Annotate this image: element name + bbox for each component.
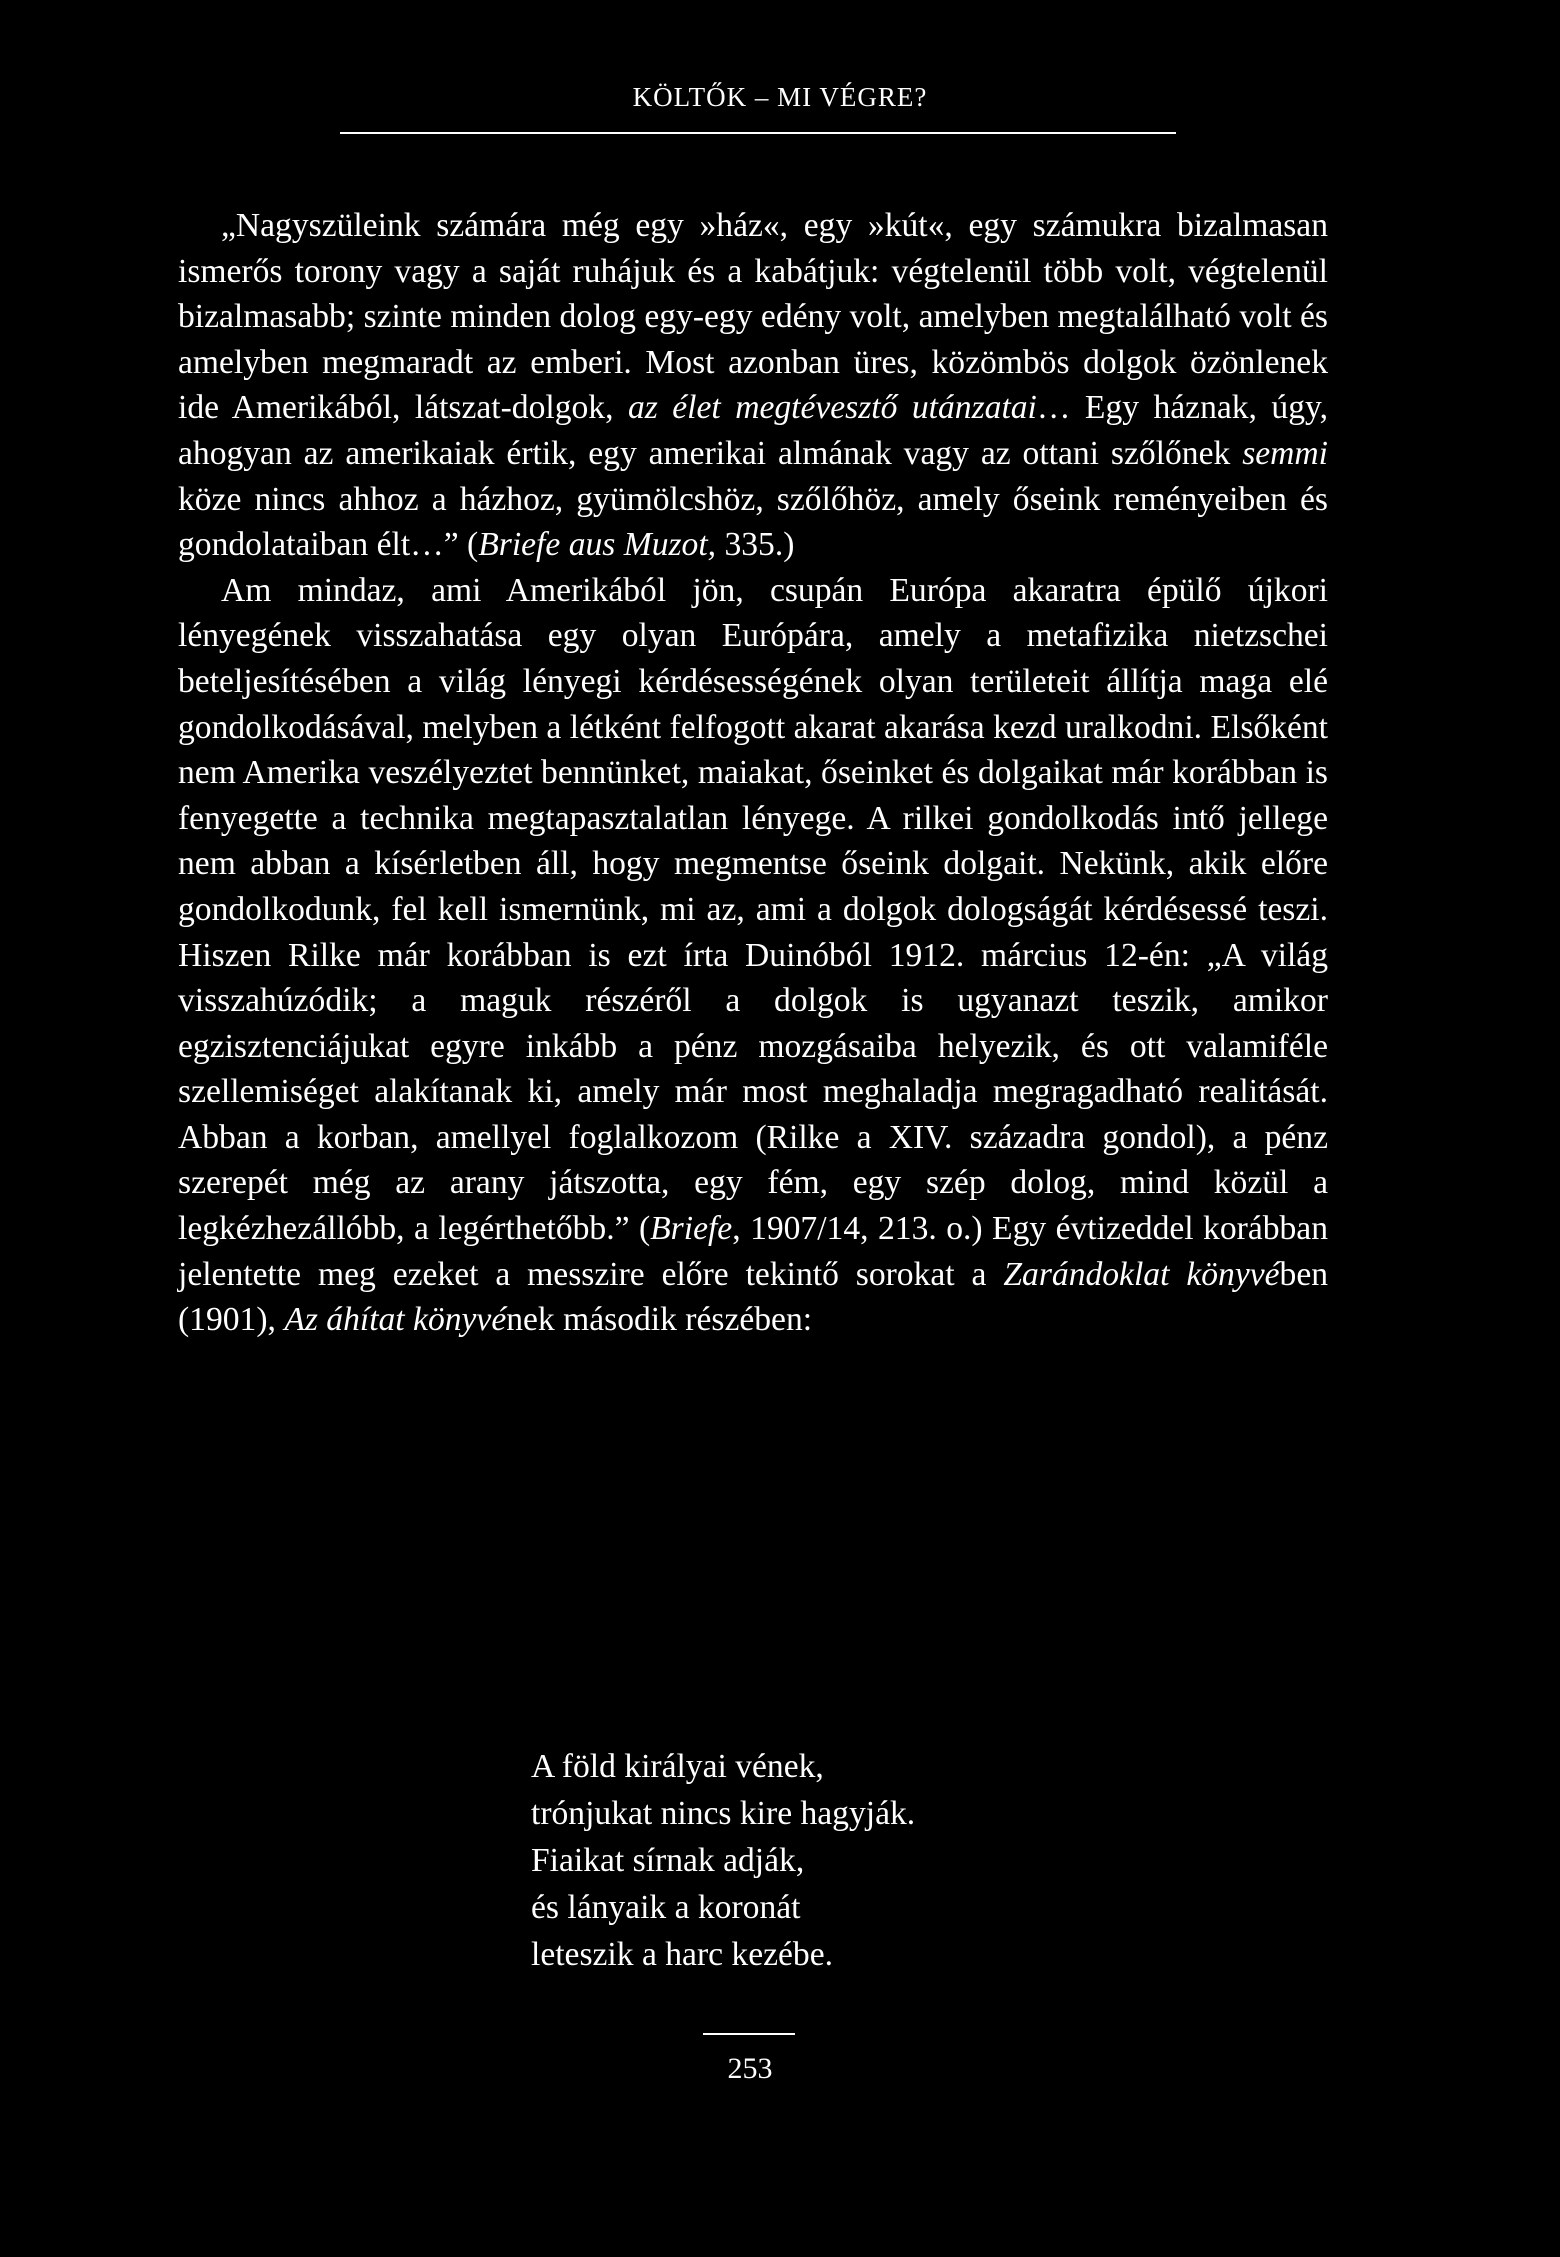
text-segment: … Egy háznak, úgy, ahogyan az amerikaiak értik, egy amerikai almának vagy az ottani szőlőnek <box>178 389 1328 472</box>
text-segment: , 1907/14, 213. o.) Egy évtizeddel korábban jelentette meg ezeket a messzire előre tekintő sorokat a <box>178 1210 1328 1293</box>
italic-segment: Zarándoklat könyvé <box>1003 1255 1280 1293</box>
poem-line: trónjukat nincs kire hagyják. <box>531 1795 916 1832</box>
paragraph-2 <box>178 568 1328 1343</box>
italic-segment: Az áhítat könyvé <box>284 1301 507 1339</box>
poem-quote <box>531 1743 915 1978</box>
italic-segment: az élet megtévesztő utánzatai <box>627 389 1037 427</box>
text-segment: ben (1901), <box>178 1255 1329 1339</box>
text-segment: Am mindaz, ami Amerikából jön, csupán Európa akaratra épülő újkori lényegének visszahatása egy olyan Európára, amely a metafizika nietzschei beteljesítésében a világ lényegi kérdésességének olyan területeit állítja maga elé gondolkodásával, melyben a létként felfogott akarat akarása kezd uralkodni. Elsőként nem Amerika veszélyeztet bennünket, maiakat, őseinket és dolgaikat már korábban is fenyegette a technika megtapasztalatlan lényege. A rilkei gondolkodás intő jellege nem abban a kísérletben áll, hogy megmentse őseink dolgait. Nekünk, akik előre gondolkodunk, fel kell ismernünk, mi az, ami a dolgok dologságát kérdésessé teszi. Hiszen Rilke már korábban is ezt írta Duinóból 1912. március 12-én: „A világ visszahúzódik; a maguk részéről a dolgok is ugyanazt teszik, amikor egzisztenciájukat egyre inkább a pénz mozgásaiba helyezik, és ott valamiféle szellemiséget alakítanak ki, amely már most meghaladja megragadható realitását. Abban a korban, amellyel foglalkozom (Rilke a XIV. századra gondol), a pénz szerepét még az arany játszotta, egy fém, egy szép dolog, mind közül a legkézhezállóbb, a legérthetőbb.” ( <box>178 571 1328 1248</box>
paragraph-1 <box>178 203 1328 568</box>
poem-line: és lányaik a koronát <box>531 1889 801 1926</box>
text-segment: nek második részében: <box>506 1301 813 1339</box>
italic-segment: Briefe <box>650 1210 733 1248</box>
italic-segment: Briefe aus Muzot, <box>478 526 717 564</box>
page-number: 253 <box>727 2052 773 2085</box>
running-head: KÖLTŐK – MI VÉGRE? <box>632 82 928 112</box>
header-rule <box>340 132 1176 134</box>
italic-segment: semmi <box>1242 434 1328 472</box>
footer-rule <box>703 2033 795 2035</box>
poem-line: Fiaikat sírnak adják, <box>531 1842 805 1879</box>
poem-line: A föld királyai vének, <box>531 1748 824 1785</box>
text-segment: köze nincs ahhoz a házhoz, gyümölcshöz, szőlőhöz, amely őseink reményeiben és gondolataiban élt…” ( <box>178 480 1328 564</box>
body-text <box>178 203 1328 1343</box>
text-segment: „Nagyszüleink számára még egy »ház«, egy »kút«, egy számukra bizalmasan ismerős torony vagy a saját ruhájuk és a kabátjuk: végtelenül több volt, végtelenül bizalmasabb; szinte minden dolog egy-egy edény volt, amelyben megtalálható volt és amelyben megmaradt az emberi. Most azonban üres, közömbös dolgok özönlenek ide Amerikából, látszat-dolgok, <box>178 207 1328 427</box>
poem-line: leteszik a harc kezébe. <box>531 1936 834 1973</box>
text-segment: 335.) <box>716 526 795 564</box>
